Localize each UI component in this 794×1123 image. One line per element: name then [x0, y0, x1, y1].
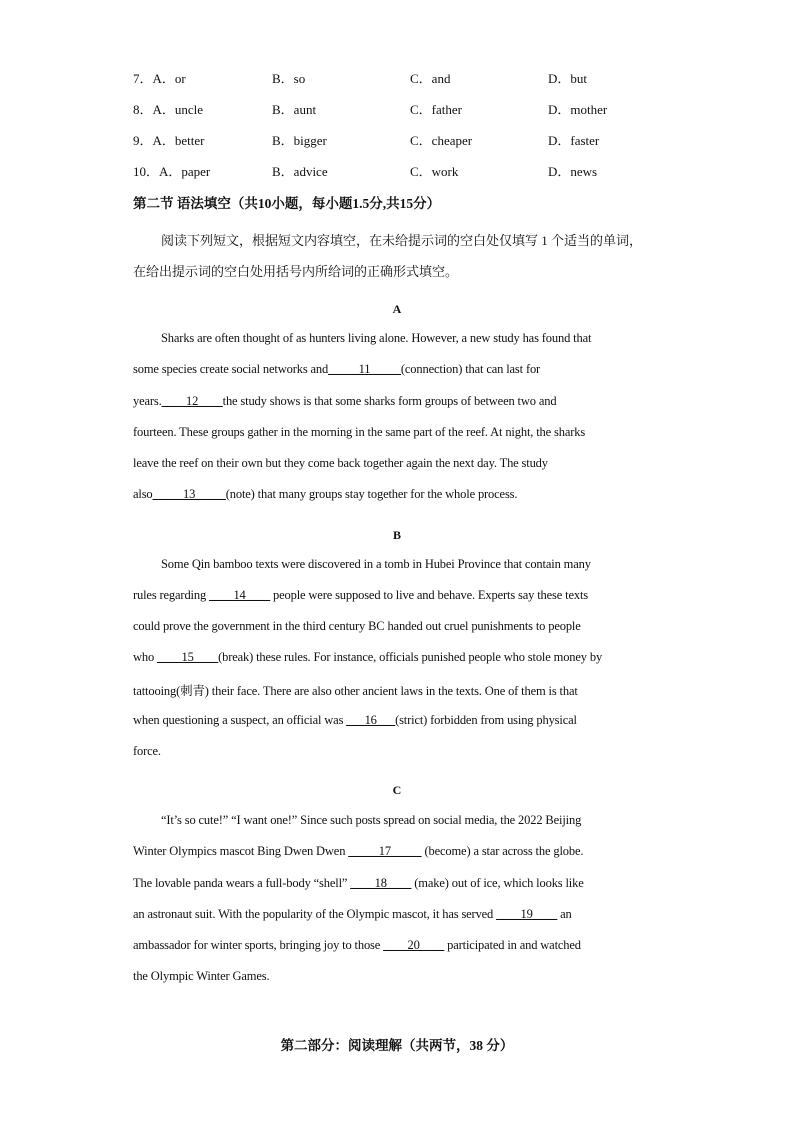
text: also [133, 487, 153, 501]
passage-b-line-2 [133, 588, 588, 603]
blank-11: _____11_____ [328, 362, 401, 376]
option-row-10 [0, 161, 794, 181]
option-9-d: D．faster [548, 133, 600, 148]
text: people were supposed to live and behave. Experts say these texts [270, 588, 588, 602]
blank-18: ____18____ [350, 876, 412, 890]
passage-a-line-3 [133, 394, 556, 409]
blank-17: _____17_____ [348, 844, 422, 858]
part2-heading: 第二部分：阅读理解（共两节，38 分） [280, 1038, 514, 1053]
blank-20: ____20____ [383, 938, 445, 952]
passage-b-line-4 [133, 650, 602, 665]
blank-12: ____12____ [161, 394, 223, 408]
text: when questioning a suspect, an official was [133, 713, 347, 727]
text: an [557, 907, 572, 921]
passage-a-line-6 [133, 487, 517, 502]
option-9-c: C．cheaper [410, 133, 473, 148]
blank-14: ____14____ [209, 588, 271, 602]
text: years. [133, 394, 162, 408]
passage-c-line-1: “It’s so cute!” “I want one!” Since such posts spread on social media, the 2022 Beijing [161, 813, 582, 827]
option-row-8 [0, 99, 794, 119]
option-8-a: 8．A．uncle [133, 102, 204, 117]
blank-19: ____19____ [496, 907, 558, 921]
section-heading: 第二节 语法填空（共10小题，每小题1.5分,共15分） [133, 196, 441, 211]
option-10-a: 10．A．paper [133, 164, 211, 179]
option-7-a: 7．A．or [133, 71, 186, 86]
passage-a-line-4: fourteen. These groups gather in the morning in the same part of the reef. At night, the sharks [133, 425, 586, 439]
passage-c-line-5 [133, 938, 581, 953]
option-8-c: C．father [410, 102, 462, 117]
option-10-b: B．advice [272, 164, 328, 179]
option-10-d: D．news [548, 164, 598, 179]
option-7-d: D．but [548, 71, 588, 86]
passage-c-line-4 [133, 907, 572, 922]
passage-c-line-6: the Olympic Winter Games. [133, 969, 270, 983]
text: (become) a star across the globe. [421, 844, 584, 858]
passage-b-line-1: Some Qin bamboo texts were discovered in a tomb in Hubei Province that contain many [161, 557, 591, 571]
option-9-b: B．bigger [272, 133, 327, 148]
text: (strict) forbidden from using physical [395, 713, 577, 727]
text: ambassador for winter sports, bringing joy to those [133, 938, 384, 952]
text: (note) that many groups stay together for the whole process. [225, 487, 518, 501]
text: rules regarding [133, 588, 210, 602]
passage-a-label: A [392, 302, 402, 316]
text: an astronaut suit. With the popularity of the Olympic mascot, it has served [133, 907, 497, 921]
option-8-b: B．aunt [272, 102, 317, 117]
option-10-c: C．work [410, 164, 459, 179]
text: some species create social networks and [133, 362, 329, 376]
option-7-b: B．so [272, 71, 306, 86]
passage-c-line-3 [133, 876, 584, 891]
text: who [133, 650, 158, 664]
passage-c-line-2 [133, 844, 583, 859]
passage-a-line-5: leave the reef on their own but they come back together again the next day. The study [133, 456, 548, 470]
passage-b-line-3: could prove the government in the third century BC handed out cruel punishments to people [133, 619, 581, 633]
blank-13: _____13_____ [152, 487, 226, 501]
option-row-7 [0, 68, 794, 88]
passage-a-line-2 [133, 362, 540, 377]
text: the study shows is that some sharks form groups of between two and [222, 394, 557, 408]
text: (break) these rules. For instance, officials punished people who stole money by [218, 650, 603, 664]
passage-c-label: C [392, 783, 402, 797]
text: Winter Olympics mascot Bing Dwen Dwen [133, 844, 349, 858]
option-9-a: 9．A．better [133, 133, 205, 148]
text: The lovable panda wears a full-body “shell” [133, 876, 351, 890]
text: (connection) that can last for [400, 362, 541, 376]
passage-b-line-5: tattooing(刺青) their face. There are also other ancient laws in the texts. One of them is that [133, 684, 578, 698]
option-7-c: C．and [410, 71, 451, 86]
instructions-line-2: 在给出提示词的空白处用括号内所给词的正确形式填空。 [133, 264, 459, 279]
text: participated in and watched [444, 938, 581, 952]
blank-16: ___16___ [346, 713, 396, 727]
passage-b-line-6 [133, 713, 577, 728]
instructions-line-1: 阅读下列短文，根据短文内容填空，在未给提示词的空白处仅填写 1 个适当的单词， [161, 233, 643, 248]
passage-a-line-1: Sharks are often thought of as hunters living alone. However, a new study has found that [161, 331, 592, 345]
option-row-9 [0, 130, 794, 150]
option-8-d: D．mother [548, 102, 608, 117]
passage-b-line-7: force. [133, 744, 161, 758]
blank-15: ____15____ [157, 650, 219, 664]
text: (make) out of ice, which looks like [411, 876, 584, 890]
passage-b-label: B [392, 528, 401, 542]
